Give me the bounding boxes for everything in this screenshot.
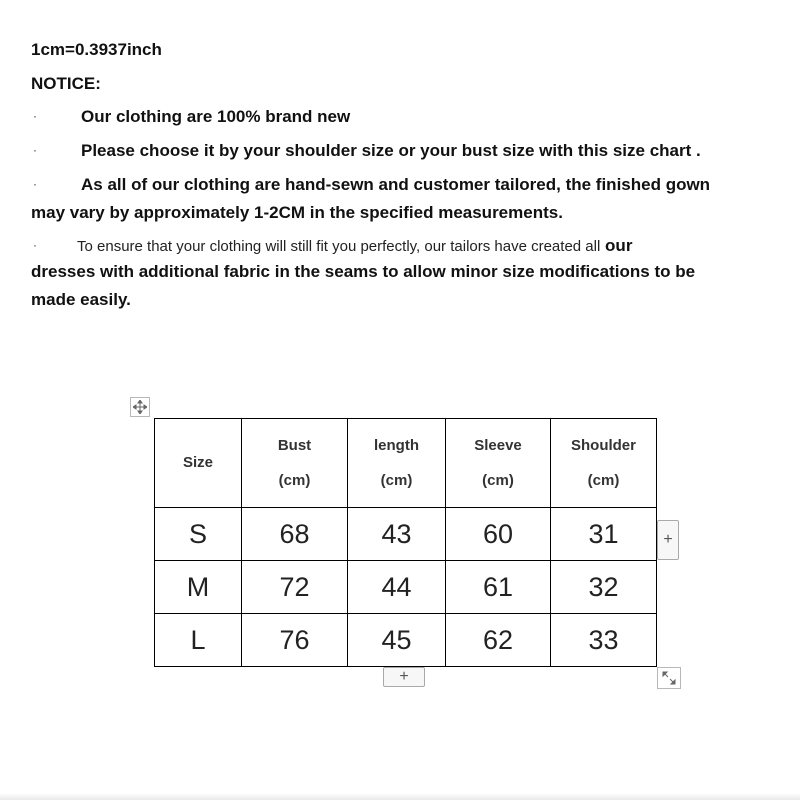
table-move-handle[interactable]	[130, 397, 150, 417]
bust-cell: 68	[242, 508, 348, 561]
table-resize-handle[interactable]	[657, 667, 681, 689]
shoulder-cell: 33	[551, 614, 657, 667]
notice-fit-line1	[77, 236, 632, 256]
length-cell: 45	[348, 614, 446, 667]
length-cell: 43	[348, 508, 446, 561]
size-cell: M	[155, 561, 242, 614]
notice-title: NOTICE:	[31, 74, 101, 93]
notice-fit-line3: made easily.	[31, 290, 131, 309]
header-sleeve: Sleeve	[474, 437, 522, 454]
bottom-edge-strip	[0, 793, 800, 800]
bust-cell: 72	[242, 561, 348, 614]
sleeve-cell: 62	[446, 614, 551, 667]
notice-fit-line1-tail: our	[605, 236, 633, 255]
header-bust-unit: (cm)	[278, 472, 311, 489]
sleeve-cell: 60	[446, 508, 551, 561]
size-cell: S	[155, 508, 242, 561]
notice-fit-line1-small: To ensure that your clothing will still fit you perfectly, our tailors have created all	[77, 238, 601, 255]
notice-hand-sewn-line1: As all of our clothing are hand-sewn and customer tailored, the finished gown	[81, 175, 711, 194]
bullet-1: ·	[33, 109, 37, 123]
table-row	[155, 614, 657, 667]
sleeve-cell: 61	[446, 561, 551, 614]
header-length-cell	[348, 419, 446, 508]
table-header-row	[155, 419, 657, 508]
header-shoulder: Shoulder	[570, 437, 636, 454]
size-cell: L	[155, 614, 242, 667]
header-shoulder-unit: (cm)	[587, 472, 620, 489]
bullet-3: ·	[33, 177, 37, 191]
header-bust-cell	[242, 419, 348, 508]
add-column-button[interactable]: +	[657, 520, 679, 560]
table-row	[155, 561, 657, 614]
header-sleeve-cell	[446, 419, 551, 508]
shoulder-cell: 31	[551, 508, 657, 561]
header-sleeve-unit: (cm)	[482, 472, 514, 489]
notice-choose-size: Please choose it by your shoulder size or your bust size with this size chart .	[81, 141, 701, 160]
move-icon	[133, 400, 147, 414]
notice-hand-sewn-line2: may vary by approximately 1-2CM in the specified measurements.	[31, 203, 563, 222]
header-shoulder-cell	[551, 419, 657, 508]
header-size-cell	[155, 419, 242, 508]
bullet-2: ·	[33, 143, 37, 157]
add-row-button[interactable]: +	[383, 667, 425, 687]
length-cell: 44	[348, 561, 446, 614]
size-chart-table	[154, 418, 657, 667]
table-row	[155, 508, 657, 561]
bust-cell: 76	[242, 614, 348, 667]
unit-conversion: 1cm=0.3937inch	[31, 40, 162, 59]
header-length-unit: (cm)	[380, 472, 413, 489]
header-length: length	[374, 437, 419, 454]
shoulder-cell: 32	[551, 561, 657, 614]
header-bust: Bust	[277, 437, 312, 454]
resize-icon	[661, 670, 677, 686]
header-size: Size	[182, 454, 213, 471]
notice-brand-new: Our clothing are 100% brand new	[81, 107, 351, 126]
bullet-4: ·	[33, 238, 37, 252]
notice-fit-line2: dresses with additional fabric in the seams to allow minor size modifications to be	[31, 262, 696, 281]
